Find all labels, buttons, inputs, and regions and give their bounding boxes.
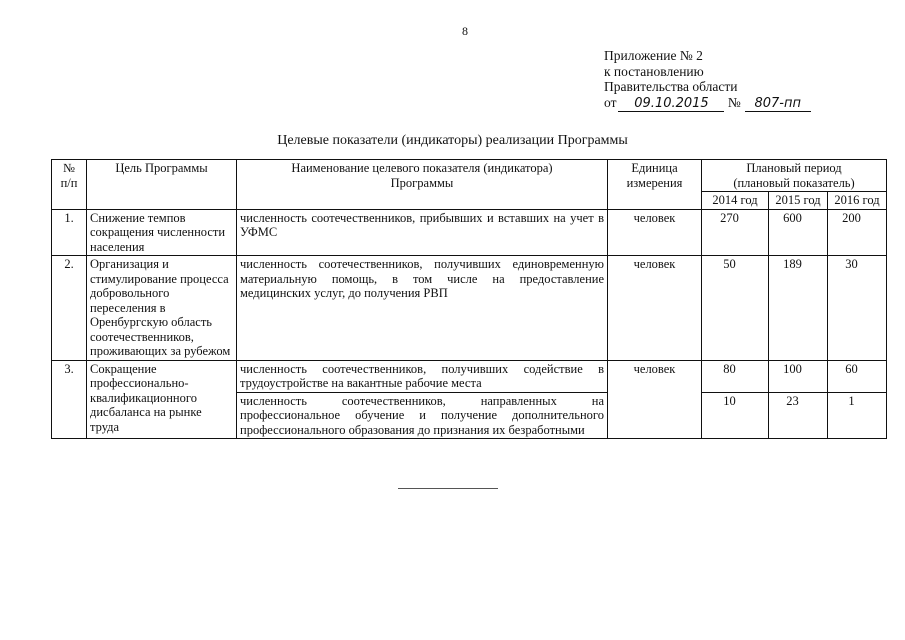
date-prefix: от xyxy=(604,94,617,110)
appendix-date-line xyxy=(604,95,811,113)
row-value-2015: 189 xyxy=(769,256,828,361)
row-value-2016: 1 xyxy=(828,392,887,439)
row-indicator: численность соотечественников, получивших единовременную материальную помощь, в том числе на предоставление медицинских услуг, до получения РВП xyxy=(237,256,608,361)
header-indicator: Наименование целевого показателя (индикатора) Программы xyxy=(237,160,608,210)
row-num: 2. xyxy=(52,256,87,361)
table-row xyxy=(52,360,887,392)
page-number: 8 xyxy=(462,24,468,38)
header-num: № п/п xyxy=(52,160,87,210)
row-value-2014: 10 xyxy=(702,392,769,439)
header-row xyxy=(52,160,887,192)
header-goal: Цель Программы xyxy=(87,160,237,210)
row-value-2015: 100 xyxy=(769,360,828,392)
appendix-line-1: Приложение № 2 xyxy=(604,48,703,63)
document-title: Целевые показатели (индикаторы) реализации Программы xyxy=(277,133,628,148)
decree-date: 09.10.2015 xyxy=(618,96,724,113)
row-unit: человек xyxy=(608,209,702,256)
row-value-2014: 270 xyxy=(702,209,769,256)
row-indicator: численность соотечественников, получивших содействие в трудоустройстве на вакантные рабочие места xyxy=(237,360,608,392)
table-row xyxy=(52,256,887,361)
row-value-2014: 50 xyxy=(702,256,769,361)
row-indicator: численность соотечественников, направленных на профессиональное обучение и получение дополнительного профессионального образования до признания их безработными xyxy=(237,392,608,439)
row-value-2016: 60 xyxy=(828,360,887,392)
number-prefix: № xyxy=(727,94,741,110)
header-period: Плановый период (плановый показатель) xyxy=(702,160,887,192)
row-value-2015: 600 xyxy=(769,209,828,256)
decree-number: 807-пп xyxy=(745,96,811,113)
indicators-table xyxy=(51,159,887,439)
row-num: 1. xyxy=(52,209,87,256)
row-num: 3. xyxy=(52,360,87,439)
row-value-2015: 23 xyxy=(769,392,828,439)
row-value-2016: 30 xyxy=(828,256,887,361)
appendix-block xyxy=(604,48,811,112)
row-unit xyxy=(608,392,702,439)
separator-line xyxy=(398,488,498,489)
row-indicator: численность соотечественников, прибывших и вставших на учет в УФМС xyxy=(237,209,608,256)
row-unit: человек xyxy=(608,360,702,392)
row-unit: человек xyxy=(608,256,702,361)
header-year-2016: 2016 год xyxy=(828,192,887,210)
table-row xyxy=(52,209,887,256)
row-value-2016: 200 xyxy=(828,209,887,256)
header-year-2015: 2015 год xyxy=(769,192,828,210)
appendix-line-2: к постановлению xyxy=(604,63,704,79)
header-unit: Единица измерения xyxy=(608,160,702,210)
appendix-line-3: Правительства области xyxy=(604,79,738,94)
row-goal: Сокращение профессионально-квалификационного дисбаланса на рынке труда xyxy=(87,360,237,439)
header-year-2014: 2014 год xyxy=(702,192,769,210)
row-goal: Организация и стимулирование процесса добровольного переселения в Оренбургскую область соотечественников, проживающих за рубежом xyxy=(87,256,237,361)
row-goal: Снижение темпов сокращения численности населения xyxy=(87,209,237,256)
row-value-2014: 80 xyxy=(702,360,769,392)
